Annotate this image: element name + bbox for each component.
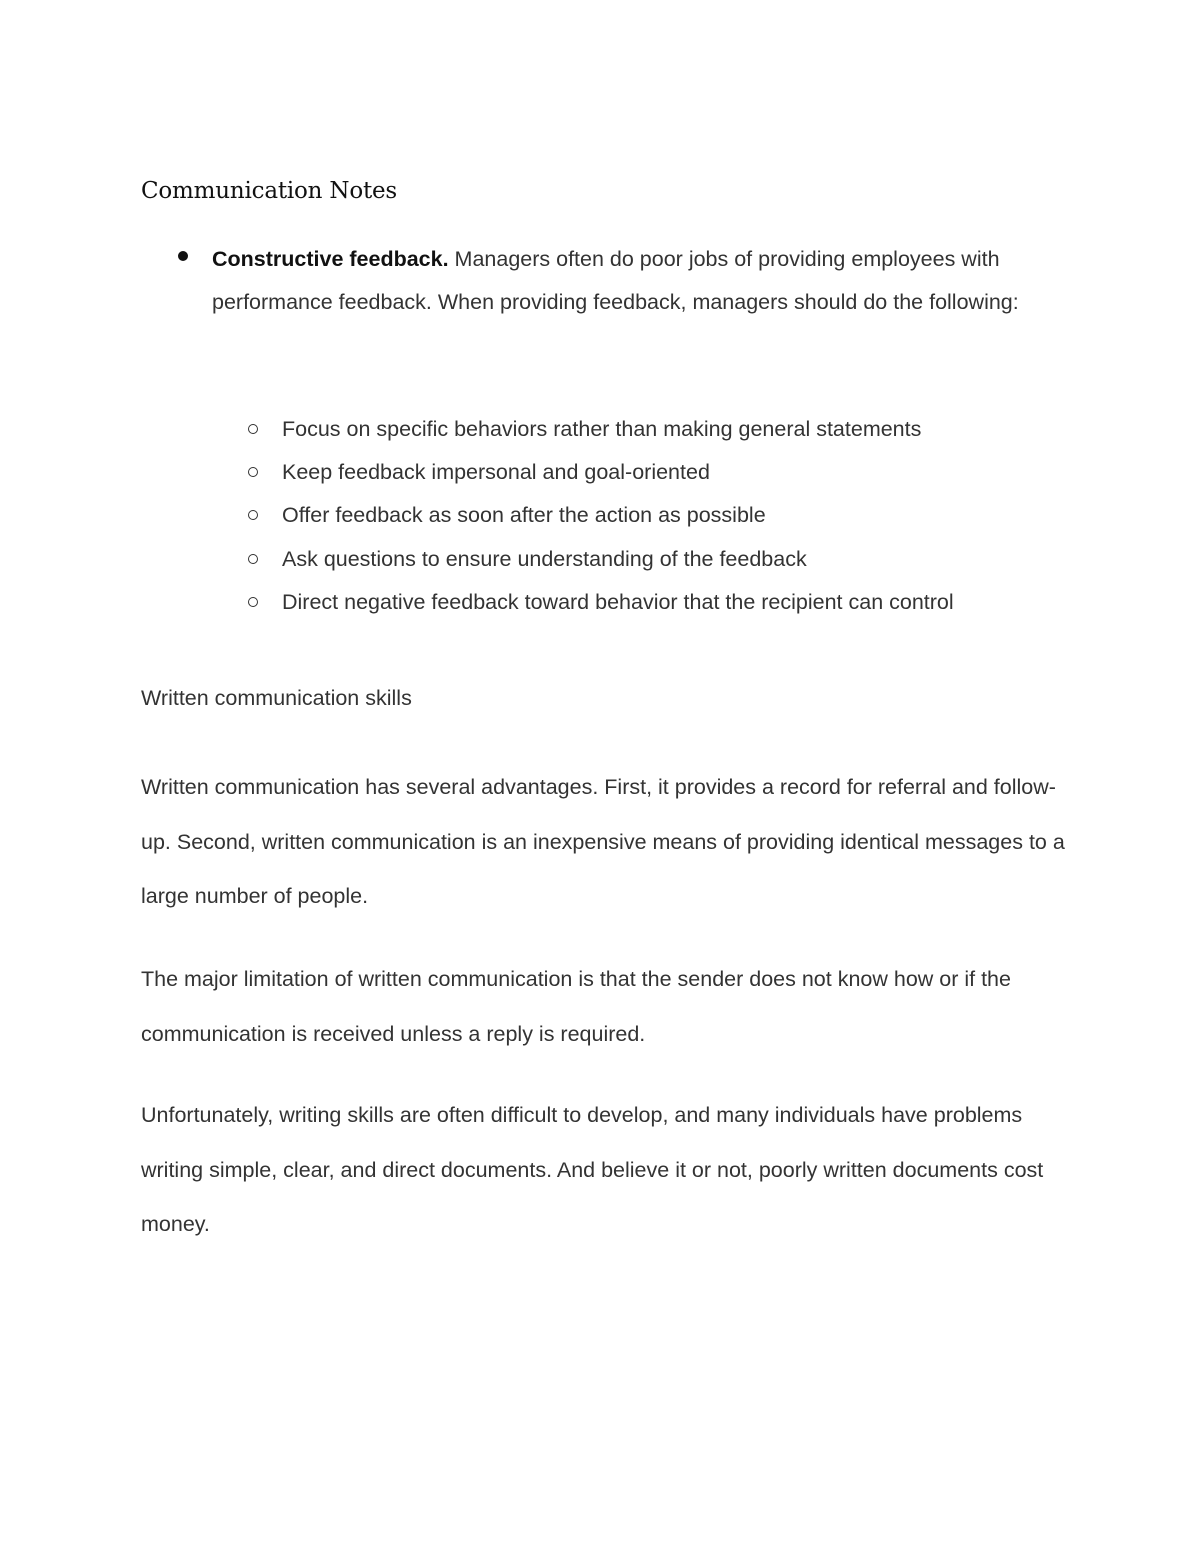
list-item-text: Keep feedback impersonal and goal-oriented	[282, 460, 710, 485]
list-item	[0, 538, 1200, 581]
bullet-circle-icon	[248, 510, 258, 520]
bullet-circle-icon	[248, 597, 258, 607]
bullet-circle-icon	[248, 424, 258, 434]
feedback-bold-lead: Constructive feedback.	[212, 247, 449, 271]
list-item	[0, 494, 1200, 537]
section-heading-written: Written communication skills	[141, 686, 412, 710]
list-item-text: Focus on specific behaviors rather than making general statements	[282, 417, 922, 441]
list-item	[0, 451, 1200, 494]
list-item	[0, 408, 1200, 451]
list-item-text: Direct negative feedback toward behavior that the recipient can control	[282, 589, 954, 614]
list-item	[0, 581, 1200, 624]
list-item-text: Offer feedback as soon after the action as possible	[282, 503, 766, 528]
list-item-text: Ask questions to ensure understanding of the feedback	[282, 546, 807, 571]
paragraph-writing-skills: Unfortunately, writing skills are often difficult to develop, and many individuals have problems writing simple, clear, and direct documents. And believe it or not, poorly written documents cost money.	[141, 1103, 1044, 1236]
feedback-list-item	[212, 238, 1072, 324]
feedback-intro-text: Managers often do poor jobs of providing employees with performance feedback. When providing feedback, managers should do the following:	[212, 247, 1019, 314]
paragraph-limitation: The major limitation of written communication is that the sender does not know how or if the communication is received unless a reply is required.	[141, 967, 1011, 1046]
bullet-circle-icon	[248, 554, 258, 564]
paragraph-advantages: Written communication has several advantages. First, it provides a record for referral and follow-up. Second, written communication is an inexpensive means of providing identical messages to a large number of people.	[141, 775, 1065, 908]
bullet-disc-icon	[178, 251, 188, 261]
feedback-sub-list	[0, 408, 1200, 624]
page-title: Communication Notes	[141, 178, 398, 204]
bullet-circle-icon	[248, 467, 258, 477]
